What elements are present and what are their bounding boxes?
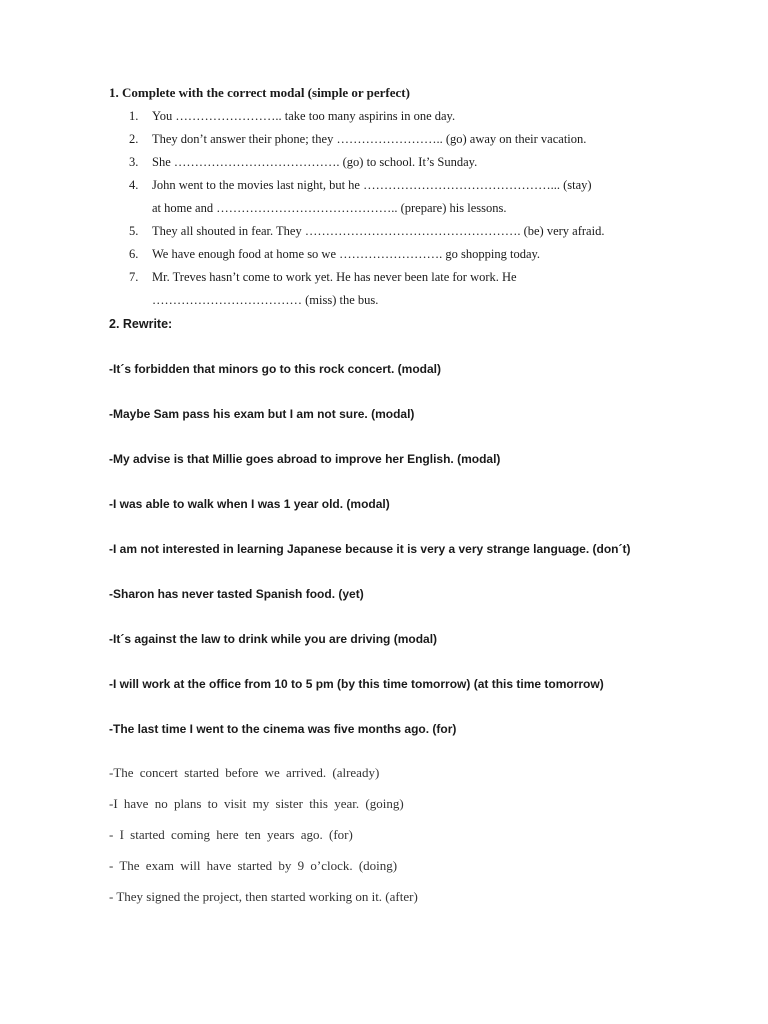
exercise-item: Mr. Treves hasn’t come to work yet. He has never been late for work. He xyxy=(152,270,517,284)
rewrite-item: -My advise is that Millie goes abroad to improve her English. (modal) xyxy=(109,452,501,466)
item-number: 1. xyxy=(129,109,139,123)
rewrite-item: -I will work at the office from 10 to 5 pm (by this time tomorrow) (at this time tomorrow) xyxy=(109,677,604,691)
exercise-item-continuation: at home and …………………………………….. (prepare) his lessons. xyxy=(152,201,507,215)
rewrite-item: -I am not interested in learning Japanese because it is very a very strange language. (don´t) xyxy=(109,542,631,556)
rewrite-item: - The exam will have started by 9 o’clock. (doing) xyxy=(109,858,398,873)
item-number: 7. xyxy=(129,270,139,284)
item-number: 5. xyxy=(129,224,139,238)
rewrite-item: - I started coming here ten years ago. (for) xyxy=(109,827,353,842)
section2-title: 2. Rewrite: xyxy=(109,317,173,331)
section1-title: 1. Complete with the correct modal (simple or perfect) xyxy=(109,85,410,100)
item-number: 3. xyxy=(129,155,139,169)
rewrite-item: -The last time I went to the cinema was five months ago. (for) xyxy=(109,722,457,736)
rewrite-item: -Sharon has never tasted Spanish food. (yet) xyxy=(109,587,364,601)
rewrite-item: -It´s against the law to drink while you are driving (modal) xyxy=(109,632,438,646)
rewrite-item: -I have no plans to visit my sister this year. (going) xyxy=(109,796,404,811)
exercise-item: John went to the movies last night, but he ………………………………………... (stay) xyxy=(152,178,592,192)
rewrite-item: - They signed the project, then started working on it. (after) xyxy=(109,889,418,904)
exercise-item: We have enough food at home so we ……………………. go shopping today. xyxy=(152,247,541,261)
item-number: 4. xyxy=(129,178,139,192)
exercise-item: They all shouted in fear. They ……………………………………………. (be) very afraid. xyxy=(152,224,605,238)
exercise-item: She …………………………………. (go) to school. It’s Sunday. xyxy=(152,155,478,169)
rewrite-item: -It´s forbidden that minors go to this rock concert. (modal) xyxy=(109,362,442,376)
rewrite-item: -The concert started before we arrived. (already) xyxy=(109,765,380,780)
rewrite-item: -I was able to walk when I was 1 year old. (modal) xyxy=(109,497,390,511)
exercise-item: You …………………….. take too many aspirins in one day. xyxy=(152,109,456,123)
item-number: 6. xyxy=(129,247,139,261)
exercise-item: They don’t answer their phone; they …………………….. (go) away on their vacation. xyxy=(152,132,587,146)
rewrite-item: -Maybe Sam pass his exam but I am not sure. (modal) xyxy=(109,407,415,421)
item-number: 2. xyxy=(129,132,139,146)
exercise-item-continuation: ……………………………… (miss) the bus. xyxy=(152,293,379,307)
